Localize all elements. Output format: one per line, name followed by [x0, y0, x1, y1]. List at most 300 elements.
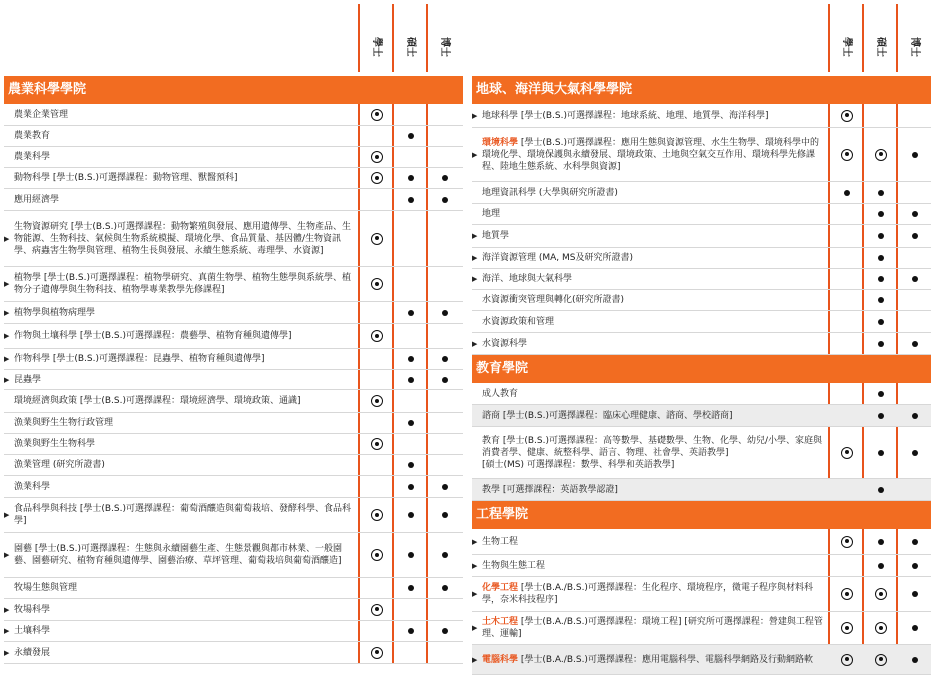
- degree-cell: [898, 535, 932, 549]
- program-row: [472, 290, 931, 311]
- degree-cell: [394, 581, 428, 595]
- expand-arrow-icon[interactable]: ▶: [472, 254, 478, 262]
- degree-dot-icon: [878, 487, 884, 493]
- degree-cell: [864, 186, 898, 200]
- program-row: [472, 645, 931, 675]
- degree-cell: [898, 337, 932, 351]
- degree-dot-icon: [408, 462, 414, 468]
- degree-ring-icon: [841, 149, 853, 161]
- program-label: 地理: [482, 209, 501, 219]
- program-label: 生物與生態工程: [482, 560, 546, 571]
- program-row: [4, 104, 463, 126]
- degree-cell: [830, 251, 864, 265]
- program-name: [472, 137, 824, 173]
- program-row: [4, 390, 463, 413]
- degree-dot-icon: [912, 563, 918, 569]
- degree-dot-icon: [408, 197, 414, 203]
- degree-dot-icon: [878, 450, 884, 456]
- degree-dot-icon: [878, 190, 884, 196]
- program-row: [4, 267, 463, 302]
- degree-ring-icon: [371, 172, 383, 184]
- program-name: [472, 560, 824, 572]
- program-row: [472, 104, 931, 128]
- expand-arrow-icon[interactable]: ▶: [472, 150, 478, 159]
- degree-cell: [864, 109, 898, 123]
- program-name: [4, 272, 356, 296]
- degree-dot-icon: [408, 377, 414, 383]
- expand-arrow-icon[interactable]: ▶: [4, 332, 10, 340]
- program-label: 漁業與野生生物科學: [14, 439, 96, 449]
- degree-cell: [830, 229, 864, 243]
- degree-dot-icon: [912, 152, 918, 158]
- program-name: [4, 395, 356, 407]
- degree-dot-icon: [408, 512, 414, 518]
- degree-ring-icon: [371, 395, 383, 407]
- degree-dot-icon: [408, 585, 414, 591]
- degree-cell: [864, 293, 898, 307]
- degree-ring-icon: [371, 604, 383, 616]
- degree-dot-icon: [878, 391, 884, 397]
- degree-ring-icon: [841, 447, 853, 459]
- degree-dot-icon: [442, 175, 448, 181]
- degree-dot-icon: [878, 233, 884, 239]
- program-name: [4, 194, 356, 206]
- program-name: [4, 221, 356, 257]
- degree-cell: [830, 272, 864, 286]
- degree-cell: [360, 171, 394, 185]
- degree-cell: [360, 373, 394, 387]
- program-name: [472, 435, 824, 471]
- degree-ring-icon: [371, 509, 383, 521]
- expand-arrow-icon[interactable]: ▶: [4, 511, 10, 519]
- header-bachelor: 學士: [371, 37, 382, 57]
- degree-cell: [360, 352, 394, 366]
- degree-dot-icon: [442, 356, 448, 362]
- expand-arrow-icon[interactable]: ▶: [472, 275, 478, 283]
- degree-cell: [898, 559, 932, 573]
- degree-cell: [360, 603, 394, 617]
- program-list: [472, 529, 931, 675]
- program-name: [4, 647, 356, 659]
- degree-cell: [898, 109, 932, 123]
- program-label: 地球科學 [學士(B.S.)可選擇課程：地球系統、地理、地質學、海洋科學]: [482, 110, 769, 121]
- expand-arrow-icon[interactable]: ▶: [4, 280, 10, 288]
- degree-dot-icon: [912, 657, 918, 663]
- section-title: 工程學院: [472, 501, 931, 529]
- degree-cell: [394, 306, 428, 320]
- degree-cell: [428, 329, 462, 343]
- degree-header: [472, 0, 931, 76]
- expand-arrow-icon[interactable]: ▶: [4, 375, 10, 384]
- program-row: [4, 324, 463, 349]
- degree-cell: [360, 150, 394, 164]
- program-list: [4, 104, 463, 664]
- degree-dot-icon: [844, 190, 850, 196]
- program-row: [4, 578, 463, 599]
- program-label: 植物學與植物病理學: [14, 307, 96, 318]
- degree-dot-icon: [912, 233, 918, 239]
- program-row: [4, 168, 463, 189]
- degree-cell: [830, 148, 864, 162]
- program-row: [472, 427, 931, 479]
- degree-cell: [394, 108, 428, 122]
- right-sections: [472, 76, 931, 675]
- degree-cell: [864, 483, 898, 497]
- degree-cell: [394, 458, 428, 472]
- expand-arrow-icon[interactable]: ▶: [4, 355, 10, 363]
- expand-arrow-icon[interactable]: ▶: [4, 605, 10, 614]
- degree-cell: [394, 329, 428, 343]
- degree-ring-icon: [841, 110, 853, 122]
- section-title: 教育學院: [472, 355, 931, 383]
- program-name: [4, 353, 356, 365]
- program-label: [學士(B.A./B.S.)可選擇課程：環境工程] [研究所可選擇課程：營建與工程管理、運輸]: [482, 617, 823, 639]
- degree-dot-icon: [912, 450, 918, 456]
- degree-cell: [394, 508, 428, 522]
- program-name: [4, 543, 356, 567]
- program-label: 昆蟲學: [14, 374, 42, 385]
- degree-cell: [864, 409, 898, 423]
- degree-cell: [864, 559, 898, 573]
- degree-dot-icon: [912, 625, 918, 631]
- program-label: 水資源衝突管理與轉化(研究所證書): [482, 295, 625, 305]
- expand-arrow-icon[interactable]: ▶: [472, 111, 478, 120]
- degree-cell: [394, 624, 428, 638]
- program-list: [472, 104, 931, 355]
- degree-cell: [864, 387, 898, 401]
- program-name: [4, 130, 356, 142]
- degree-cell: [428, 437, 462, 451]
- degree-cell: [428, 581, 462, 595]
- header-master: 碩士: [405, 37, 416, 57]
- degree-cell: [864, 229, 898, 243]
- degree-cell: [898, 186, 932, 200]
- program-row: [4, 211, 463, 267]
- program-label: 教學 [可選擇課程：英語教學認證]: [482, 484, 618, 495]
- degree-dot-icon: [442, 628, 448, 634]
- expand-arrow-icon[interactable]: ▶: [472, 655, 478, 664]
- program-label: 水資源政策和管理: [482, 316, 555, 327]
- degree-cell: [830, 337, 864, 351]
- degree-cell: [394, 480, 428, 494]
- degree-cell: [394, 603, 428, 617]
- expand-arrow-icon[interactable]: ▶: [4, 234, 10, 243]
- degree-dot-icon: [912, 211, 918, 217]
- program-highlight: 土木工程: [482, 617, 519, 627]
- degree-dot-icon: [912, 341, 918, 347]
- degree-cell: [830, 293, 864, 307]
- expand-arrow-icon[interactable]: ▶: [472, 624, 478, 632]
- degree-cell: [864, 587, 898, 601]
- expand-arrow-icon[interactable]: ▶: [4, 551, 10, 559]
- expand-arrow-icon[interactable]: ▶: [472, 561, 478, 570]
- program-name: [472, 187, 824, 199]
- program-row: [472, 204, 931, 225]
- degree-cell: [830, 587, 864, 601]
- program-row: [4, 455, 463, 476]
- degree-cell: [864, 337, 898, 351]
- degree-ring-icon: [875, 622, 887, 634]
- program-label: [學士(B.A./B.S.)可選擇課程：生化程序、環境程序，微電子程序與材料科學，奈米科技程序]: [482, 583, 813, 605]
- program-row: [4, 147, 463, 168]
- section-title: 農業科學學院: [4, 76, 463, 104]
- degree-dot-icon: [878, 563, 884, 569]
- degree-cell: [428, 548, 462, 562]
- degree-cell: [428, 416, 462, 430]
- program-row: [472, 529, 931, 555]
- degree-dot-icon: [442, 310, 448, 316]
- degree-cell: [898, 387, 932, 401]
- program-label: 環境經濟與政策 [學士(B.S.)可選擇課程：環境經濟學、環境政策、通識]: [14, 396, 301, 406]
- program-name: [472, 484, 824, 496]
- program-label: 作物科學 [學士(B.S.)可選擇課程：昆蟲學、植物育種與遺傳學]: [14, 354, 265, 364]
- program-name: [472, 388, 824, 400]
- degree-cell: [394, 193, 428, 207]
- degree-cell: [830, 621, 864, 635]
- program-name: [472, 582, 824, 606]
- program-row: [472, 311, 931, 333]
- degree-cell: [898, 293, 932, 307]
- program-name: [4, 417, 356, 429]
- column-divider: [828, 4, 830, 72]
- degree-cell: [428, 508, 462, 522]
- degree-dot-icon: [912, 413, 918, 419]
- degree-dot-icon: [408, 484, 414, 490]
- degree-dot-icon: [442, 512, 448, 518]
- program-row: [4, 476, 463, 498]
- degree-dot-icon: [442, 552, 448, 558]
- degree-cell: [898, 251, 932, 265]
- degree-cell: [360, 480, 394, 494]
- degree-cell: [428, 193, 462, 207]
- program-name: [472, 273, 824, 285]
- degree-cell: [830, 559, 864, 573]
- degree-cell: [360, 508, 394, 522]
- program-label: 牧場生態與管理: [14, 583, 78, 593]
- program-label: 漁業管理 (研究所證書): [14, 460, 105, 470]
- program-row: [4, 349, 463, 370]
- degree-dot-icon: [408, 628, 414, 634]
- left-panel: [4, 0, 463, 664]
- degree-cell: [360, 108, 394, 122]
- right-panel: [472, 0, 931, 675]
- degree-ring-icon: [371, 278, 383, 290]
- program-name: [4, 151, 356, 163]
- program-label: 農業企業管理: [14, 109, 69, 120]
- program-name: [472, 316, 824, 328]
- program-name: [472, 294, 824, 306]
- degree-cell: [898, 653, 932, 667]
- program-name: [472, 110, 824, 122]
- degree-cell: [360, 548, 394, 562]
- degree-cell: [394, 373, 428, 387]
- program-row: [472, 383, 931, 405]
- degree-ring-icon: [875, 149, 887, 161]
- program-name: [4, 330, 356, 342]
- degree-dot-icon: [442, 484, 448, 490]
- degree-ring-icon: [371, 330, 383, 342]
- degree-cell: [394, 394, 428, 408]
- program-name: [472, 338, 824, 350]
- degree-dot-icon: [912, 591, 918, 597]
- column-divider: [896, 4, 898, 72]
- degree-ring-icon: [371, 109, 383, 121]
- degree-cell: [864, 251, 898, 265]
- program-label: 土壤科學: [14, 626, 51, 636]
- program-name: [4, 459, 356, 471]
- degree-ring-icon: [371, 438, 383, 450]
- degree-cell: [360, 129, 394, 143]
- program-label: 牧場科學: [14, 604, 51, 615]
- header-doctor: 博士: [439, 37, 450, 57]
- degree-cell: [360, 458, 394, 472]
- degree-cell: [898, 272, 932, 286]
- degree-cell: [428, 232, 462, 246]
- degree-cell: [428, 646, 462, 660]
- column-divider: [358, 4, 360, 72]
- degree-cell: [864, 621, 898, 635]
- degree-dot-icon: [878, 211, 884, 217]
- degree-dot-icon: [878, 319, 884, 325]
- program-label: [學士(B.A./B.S.)可選擇課程：應用電腦科學、電腦科學網路及行動網路軟: [518, 654, 813, 665]
- program-row: [4, 498, 463, 533]
- program-label: 農業教育: [14, 131, 51, 141]
- degree-cell: [394, 150, 428, 164]
- program-label: 教育 [學士(B.S.)可選擇課程：高等數學、基礎數學、生物、化學、幼兒/小學、家庭與消費者學、健康、統整科學、語言、物理、社會學、英語教學] [碩士(MS) 可選擇課程：數學、科學和英語教學]: [482, 435, 823, 470]
- program-label: 動物科學 [學士(B.S.)可選擇課程：動物管理、獸醫預科]: [14, 173, 238, 183]
- program-row: [472, 225, 931, 248]
- degree-ring-icon: [841, 588, 853, 600]
- degree-cell: [898, 446, 932, 460]
- program-name: [4, 481, 356, 493]
- column-divider: [862, 4, 864, 72]
- degree-dot-icon: [878, 255, 884, 261]
- program-label: 植物學 [學士(B.S.)可選擇課程：植物學研究、真菌生物學、植物生態學與系統學、植物分子遺傳學與生物科技、植物學專業教學先修課程]: [14, 273, 352, 295]
- degree-cell: [360, 624, 394, 638]
- program-row: [472, 269, 931, 290]
- expand-arrow-icon[interactable]: ▶: [472, 232, 478, 240]
- program-name: [4, 438, 356, 450]
- degree-cell: [864, 653, 898, 667]
- degree-cell: [830, 315, 864, 329]
- degree-cell: [428, 129, 462, 143]
- degree-cell: [864, 207, 898, 221]
- degree-cell: [394, 277, 428, 291]
- degree-ring-icon: [875, 588, 887, 600]
- program-row: [4, 533, 463, 578]
- degree-cell: [428, 603, 462, 617]
- program-label: 食品科學與科技 [學士(B.S.)可選擇課程：葡萄酒釀造與葡萄栽培、發酵科學、食品科學]: [14, 504, 352, 526]
- column-divider: [426, 4, 428, 72]
- degree-cell: [394, 129, 428, 143]
- degree-dot-icon: [442, 197, 448, 203]
- program-name: [4, 625, 356, 637]
- program-label: 園藝 [學士(B.S.)可選擇課程：生態與永續園藝生產、生態景觀與都市林業、一般園藝、園藝研究、植物育種與遺傳學、園藝治療、草坪管理、葡萄栽培與葡萄酒釀造]: [14, 544, 343, 566]
- program-name: [472, 654, 824, 666]
- program-label: 水資源科學: [482, 338, 528, 349]
- program-row: [4, 370, 463, 390]
- expand-arrow-icon[interactable]: ▶: [472, 537, 478, 546]
- program-row: [4, 126, 463, 147]
- degree-dot-icon: [878, 297, 884, 303]
- degree-dot-icon: [442, 585, 448, 591]
- degree-ring-icon: [371, 233, 383, 245]
- header-master: 碩士: [875, 37, 886, 57]
- degree-cell: [428, 352, 462, 366]
- degree-cell: [428, 108, 462, 122]
- degree-cell: [428, 150, 462, 164]
- program-label: 成人教育: [482, 388, 519, 399]
- degree-cell: [360, 329, 394, 343]
- degree-dot-icon: [408, 356, 414, 362]
- program-name: [4, 503, 356, 527]
- expand-arrow-icon[interactable]: ▶: [4, 308, 10, 317]
- expand-arrow-icon[interactable]: ▶: [472, 339, 478, 348]
- degree-cell: [360, 394, 394, 408]
- degree-cell: [428, 394, 462, 408]
- degree-dot-icon: [912, 276, 918, 282]
- header-bachelor: 學士: [841, 37, 852, 57]
- program-name: [472, 252, 824, 264]
- degree-dot-icon: [408, 552, 414, 558]
- degree-dot-icon: [408, 310, 414, 316]
- program-name: [472, 616, 824, 640]
- program-highlight: 環境科學: [482, 137, 519, 148]
- program-name: [4, 582, 356, 594]
- degree-cell: [428, 480, 462, 494]
- degree-dot-icon: [408, 175, 414, 181]
- degree-dot-icon: [878, 413, 884, 419]
- degree-cell: [360, 306, 394, 320]
- program-label: 漁業與野生生物行政管理: [14, 418, 114, 428]
- degree-cell: [830, 387, 864, 401]
- degree-dot-icon: [878, 539, 884, 545]
- expand-arrow-icon[interactable]: ▶: [4, 627, 10, 635]
- degree-ring-icon: [841, 536, 853, 548]
- program-name: [4, 307, 356, 319]
- degree-cell: [394, 646, 428, 660]
- degree-cell: [360, 416, 394, 430]
- program-row: [472, 612, 931, 645]
- degree-ring-icon: [841, 622, 853, 634]
- expand-arrow-icon[interactable]: ▶: [472, 590, 478, 598]
- program-name: [472, 536, 824, 548]
- program-label: 生物資源研究 [學士(B.S.)可選擇課程：動物繁殖與發展、應用遺傳學、生物產品、生物能源、生物科技、氣候與生物系統模擬、環境化學、食品質量、基因體/生物資訊學、病蟲害生物學與管理、植物生長與發展、永續生態系統、毒理學、水資源]: [14, 221, 352, 256]
- degree-cell: [830, 409, 864, 423]
- degree-cell: [394, 416, 428, 430]
- program-row: [4, 621, 463, 642]
- degree-cell: [864, 148, 898, 162]
- program-name: [472, 410, 824, 422]
- degree-cell: [830, 653, 864, 667]
- program-name: [472, 230, 824, 242]
- column-divider: [392, 4, 394, 72]
- degree-cell: [428, 306, 462, 320]
- degree-cell: [428, 277, 462, 291]
- degree-cell: [864, 535, 898, 549]
- program-row: [4, 189, 463, 211]
- program-name: [472, 208, 824, 220]
- degree-cell: [360, 646, 394, 660]
- degree-cell: [898, 409, 932, 423]
- degree-dot-icon: [878, 341, 884, 347]
- program-row: [4, 599, 463, 621]
- degree-ring-icon: [371, 151, 383, 163]
- degree-dot-icon: [408, 420, 414, 426]
- program-list: [472, 383, 931, 501]
- program-row: [4, 434, 463, 455]
- expand-arrow-icon[interactable]: ▶: [4, 648, 10, 657]
